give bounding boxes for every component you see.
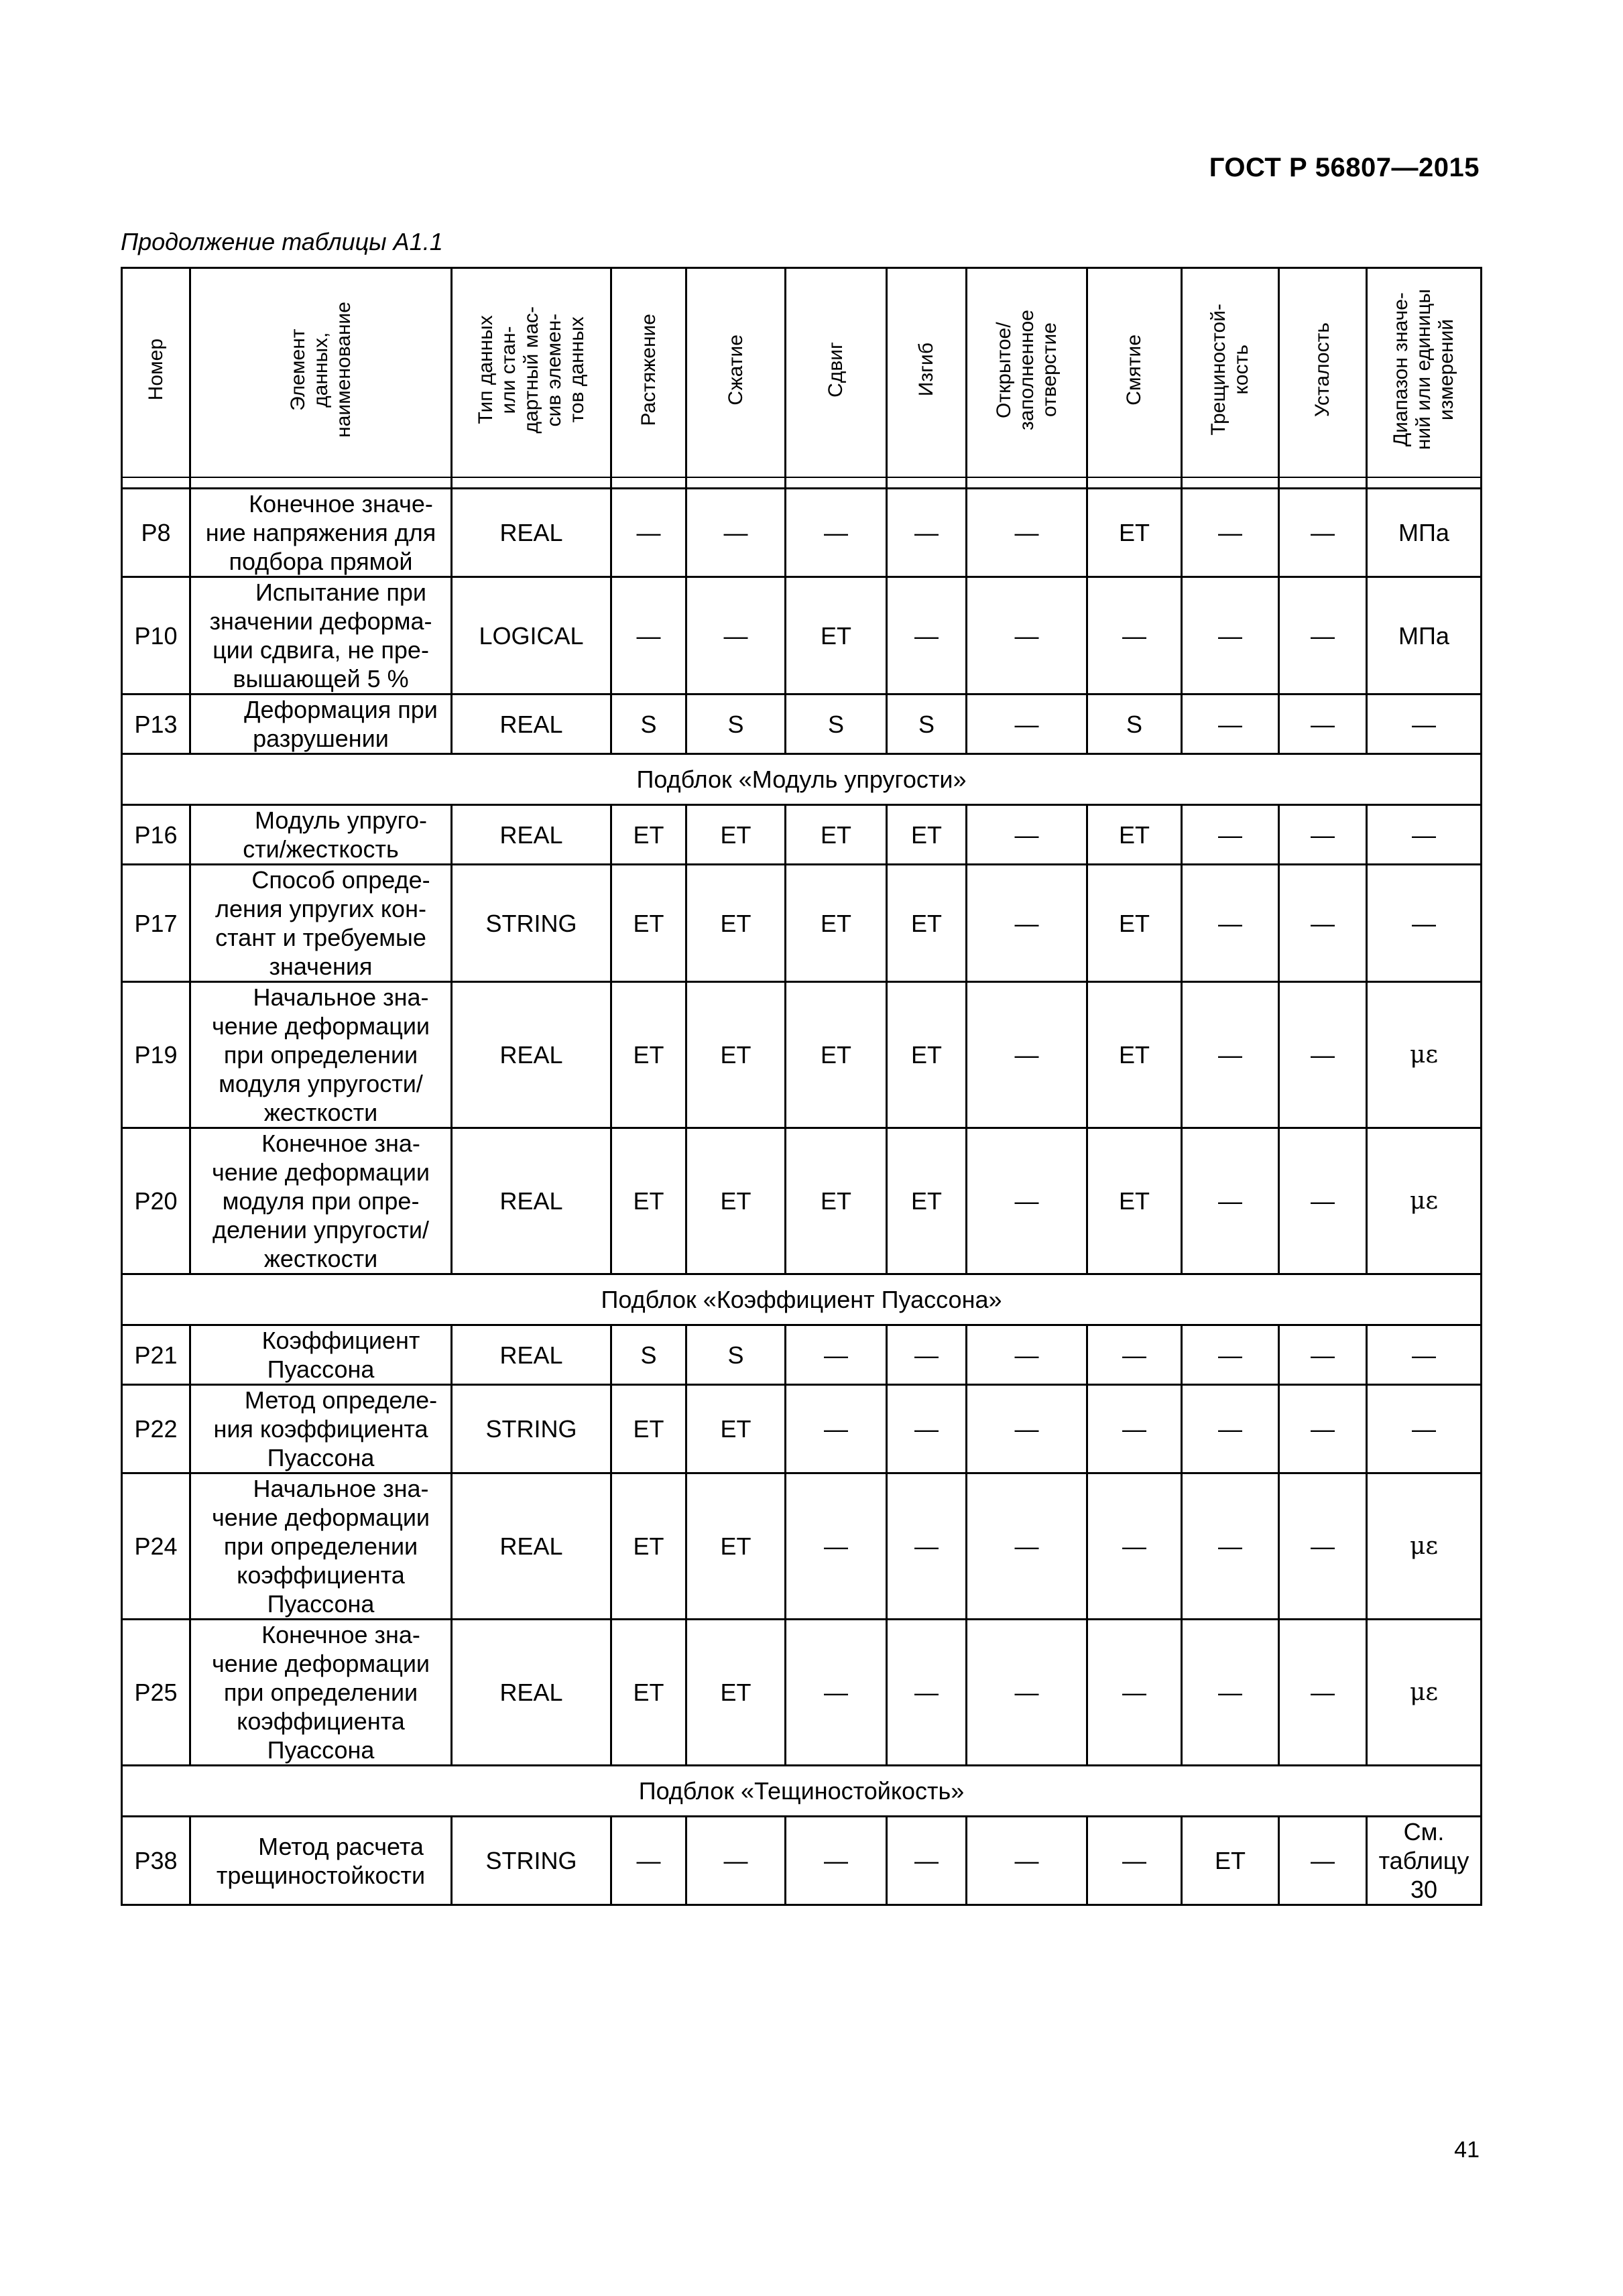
col-bearing [1087, 268, 1182, 478]
test-applicability: ЕТ [786, 1128, 887, 1274]
subblock-row [122, 1766, 1482, 1817]
test-applicability: — [967, 805, 1087, 865]
test-applicability: — [967, 489, 1087, 577]
test-applicability: — [611, 1817, 686, 1905]
test-applicability: — [1182, 1385, 1279, 1473]
element-name-line: ции сдвига, не пре- [213, 636, 429, 664]
column-header-label: Тип данных или стан- дартный мас- сив элемен- тов данных [474, 306, 588, 434]
row-number: P20 [122, 1128, 190, 1274]
test-applicability: ЕТ [686, 865, 786, 982]
test-applicability: ЕТ [1087, 982, 1182, 1128]
table-row [122, 865, 1482, 982]
test-applicability: ЕТ [686, 1385, 786, 1473]
element-name-line: Пуассона [267, 1590, 375, 1618]
test-applicability: S [611, 1325, 686, 1385]
table-row [122, 1325, 1482, 1385]
test-applicability: ЕТ [686, 805, 786, 865]
range-units: με [1367, 1473, 1482, 1620]
table-row [122, 1473, 1482, 1620]
test-applicability: — [1182, 489, 1279, 577]
document-code: ГОСТ Р 56807—2015 [1209, 153, 1480, 182]
test-applicability: ЕТ [1087, 489, 1182, 577]
element-name [190, 1128, 452, 1274]
test-applicability: — [1087, 1817, 1182, 1905]
element-name-line: трещиностойкости [216, 1861, 426, 1889]
row-number: P38 [122, 1817, 190, 1905]
test-applicability: — [1279, 1325, 1367, 1385]
element-name-line: Модуль упруго- [254, 806, 428, 834]
table-row [122, 1128, 1482, 1274]
test-applicability: — [1279, 1817, 1367, 1905]
element-name-line: ния коэффициента [213, 1415, 428, 1443]
test-applicability: — [1182, 694, 1279, 754]
element-name-line: Деформация при [244, 696, 438, 723]
test-applicability: — [1279, 1620, 1367, 1766]
table-row [122, 1385, 1482, 1473]
test-applicability: — [887, 1817, 967, 1905]
element-name-line: жесткости [263, 1099, 378, 1126]
element-name [190, 577, 452, 694]
element-name-line: вышающей 5 % [233, 665, 409, 692]
column-header-label: Открытое/ заполненное отверстие [992, 309, 1061, 430]
column-header-label: Элемент данных, наименование [286, 302, 355, 438]
element-name [190, 1620, 452, 1766]
test-applicability: — [967, 1473, 1087, 1620]
subblock-row [122, 1274, 1482, 1325]
element-name-line: сти/жесткость [243, 835, 399, 863]
row-number: P8 [122, 489, 190, 577]
element-name [190, 1817, 452, 1905]
column-header-label: Изгиб [915, 343, 937, 397]
range-units: με [1367, 982, 1482, 1128]
element-name-line: Метод расчета [258, 1832, 424, 1860]
column-header-label: Растяжение [637, 313, 660, 426]
test-applicability: — [786, 1385, 887, 1473]
element-name-line: подбора прямой [229, 548, 413, 575]
column-header-label: Сдвиг [825, 342, 847, 398]
test-applicability: S [686, 1325, 786, 1385]
test-applicability: — [1182, 1620, 1279, 1766]
test-applicability: ЕТ [686, 1473, 786, 1620]
element-name-line: Конечное зна- [261, 1130, 420, 1157]
element-name-line: ления упругих кон- [215, 895, 426, 922]
element-name-line: чение деформации [211, 1504, 430, 1531]
test-applicability: — [887, 1385, 967, 1473]
test-applicability: ЕТ [686, 982, 786, 1128]
col-fracture-toughness [1182, 268, 1279, 478]
test-applicability: ЕТ [611, 1385, 686, 1473]
test-applicability: ЕТ [887, 982, 967, 1128]
test-applicability: — [1279, 1385, 1367, 1473]
table-row [122, 805, 1482, 865]
column-header-label: Смятие [1123, 334, 1145, 406]
test-applicability: — [967, 577, 1087, 694]
data-type: REAL [452, 694, 611, 754]
test-applicability: — [1087, 1620, 1182, 1766]
subblock-row [122, 754, 1482, 805]
test-applicability: — [686, 489, 786, 577]
row-number: P24 [122, 1473, 190, 1620]
data-type: REAL [452, 805, 611, 865]
test-applicability: ЕТ [1087, 805, 1182, 865]
element-name-line: ние напряжения для [205, 519, 436, 546]
element-name-line: модуля при опре- [222, 1187, 420, 1215]
range-units: — [1367, 865, 1482, 982]
element-name-line: делении упругости/ [212, 1216, 430, 1244]
element-name-line: при определении [223, 1041, 418, 1069]
data-type: REAL [452, 1620, 611, 1766]
test-applicability: ЕТ [686, 1620, 786, 1766]
element-name-line: разрушении [253, 725, 389, 752]
element-name-line: значения [269, 953, 373, 980]
test-applicability: — [786, 489, 887, 577]
test-applicability: ЕТ [1087, 865, 1182, 982]
column-header-label: Диапазон значе- ний или единицы измерений [1390, 289, 1457, 450]
data-type: STRING [452, 865, 611, 982]
test-applicability: — [1279, 694, 1367, 754]
subblock-title: Подблок «Модуль упругости» [122, 754, 1482, 805]
test-applicability: — [887, 489, 967, 577]
element-name-line: Конечное значе- [249, 490, 433, 518]
test-applicability: — [967, 1128, 1087, 1274]
test-applicability: — [1182, 1473, 1279, 1620]
test-applicability: ЕТ [611, 805, 686, 865]
element-name [190, 1325, 452, 1385]
element-name-line: жесткости [263, 1245, 378, 1272]
subblock-title: Подблок «Тещиностойкость» [122, 1766, 1482, 1817]
test-applicability: — [1279, 865, 1367, 982]
element-name-line: чение деформации [211, 1650, 430, 1677]
test-applicability: — [1087, 577, 1182, 694]
element-name-line: при определении [223, 1679, 418, 1706]
row-number: P13 [122, 694, 190, 754]
test-applicability: S [686, 694, 786, 754]
test-applicability: — [786, 1325, 887, 1385]
test-applicability: ЕТ [786, 577, 887, 694]
col-range-units [1367, 268, 1482, 478]
data-table [121, 267, 1482, 1906]
element-name-line: Начальное зна- [253, 983, 429, 1011]
test-applicability: — [967, 982, 1087, 1128]
element-name-line: чение деформации [211, 1158, 430, 1186]
table-row [122, 1817, 1482, 1905]
table-body [122, 477, 1482, 1905]
test-applicability: — [786, 1817, 887, 1905]
col-shear [786, 268, 887, 478]
test-applicability: — [967, 1325, 1087, 1385]
range-units: — [1367, 805, 1482, 865]
test-applicability: ЕТ [786, 805, 887, 865]
test-applicability: — [967, 1817, 1087, 1905]
col-fatigue [1279, 268, 1367, 478]
col-compression [686, 268, 786, 478]
test-applicability: ЕТ [887, 1128, 967, 1274]
col-bending [887, 268, 967, 478]
test-applicability: — [611, 577, 686, 694]
test-applicability: ЕТ [686, 1128, 786, 1274]
test-applicability: — [1279, 1128, 1367, 1274]
data-type: STRING [452, 1817, 611, 1905]
test-applicability: S [611, 694, 686, 754]
element-name [190, 982, 452, 1128]
element-name [190, 1473, 452, 1620]
page-number: 41 [1454, 2137, 1480, 2163]
test-applicability: — [1182, 577, 1279, 694]
range-units: με [1367, 1128, 1482, 1274]
element-name-line: значении деформа- [209, 607, 432, 635]
element-name [190, 1385, 452, 1473]
test-applicability: — [887, 1325, 967, 1385]
col-number [122, 268, 190, 478]
table-row [122, 489, 1482, 577]
range-units: — [1367, 694, 1482, 754]
test-applicability: — [1182, 865, 1279, 982]
test-applicability: — [611, 489, 686, 577]
element-name-line: Испытание при [255, 579, 426, 606]
element-name-line: Способ опреде- [251, 866, 430, 894]
test-applicability: ЕТ [1182, 1817, 1279, 1905]
test-applicability: — [887, 1473, 967, 1620]
test-applicability: — [1279, 489, 1367, 577]
column-header-label: Номер [144, 339, 167, 401]
test-applicability: ЕТ [1087, 1128, 1182, 1274]
test-applicability: — [686, 1817, 786, 1905]
test-applicability: — [786, 1620, 887, 1766]
test-applicability: — [1279, 805, 1367, 865]
test-applicability: — [967, 694, 1087, 754]
element-name-line: Пуассона [267, 1736, 375, 1764]
test-applicability: — [1279, 1473, 1367, 1620]
test-applicability: — [686, 577, 786, 694]
range-units: МПа [1367, 489, 1482, 577]
test-applicability: ЕТ [786, 982, 887, 1128]
test-applicability: — [1279, 577, 1367, 694]
element-name [190, 865, 452, 982]
table-header [122, 268, 1482, 478]
test-applicability: — [1087, 1325, 1182, 1385]
element-name-line: Пуассона [267, 1444, 375, 1471]
test-applicability: ЕТ [786, 865, 887, 982]
row-number: P17 [122, 865, 190, 982]
range-units: — [1367, 1385, 1482, 1473]
col-open-filled-hole [967, 268, 1087, 478]
test-applicability: — [967, 1620, 1087, 1766]
test-applicability: ЕТ [611, 865, 686, 982]
test-applicability: — [1087, 1473, 1182, 1620]
element-name-line: стант и требуемые [215, 924, 426, 951]
test-applicability: — [1182, 982, 1279, 1128]
test-applicability: ЕТ [611, 1620, 686, 1766]
test-applicability: — [1087, 1385, 1182, 1473]
element-name [190, 694, 452, 754]
range-units: См. таблицу 30 [1367, 1817, 1482, 1905]
test-applicability: — [967, 865, 1087, 982]
row-number: P22 [122, 1385, 190, 1473]
element-name [190, 489, 452, 577]
table-caption: Продолжение таблицы А1.1 [121, 228, 443, 255]
col-tension [611, 268, 686, 478]
test-applicability: ЕТ [611, 1128, 686, 1274]
test-applicability: S [786, 694, 887, 754]
row-number: P16 [122, 805, 190, 865]
element-name-line: при определении [223, 1532, 418, 1560]
test-applicability: ЕТ [611, 1473, 686, 1620]
test-applicability: — [1182, 1128, 1279, 1274]
column-header-label: Трещиностой- кость [1207, 304, 1252, 436]
test-applicability: — [887, 1620, 967, 1766]
row-number: P21 [122, 1325, 190, 1385]
range-units: — [1367, 1325, 1482, 1385]
element-name-line: Пуассона [267, 1355, 375, 1383]
col-element-name [190, 268, 452, 478]
row-number: P10 [122, 577, 190, 694]
test-applicability: — [967, 1385, 1087, 1473]
col-data-type [452, 268, 611, 478]
header-separator [122, 477, 1482, 489]
range-units: με [1367, 1620, 1482, 1766]
data-type: REAL [452, 1473, 611, 1620]
test-applicability: — [1279, 982, 1367, 1128]
data-type: STRING [452, 1385, 611, 1473]
element-name-line: коэффициента [237, 1561, 405, 1589]
range-units: МПа [1367, 577, 1482, 694]
row-number: P19 [122, 982, 190, 1128]
test-applicability: — [887, 577, 967, 694]
table-row [122, 577, 1482, 694]
column-header-label: Усталость [1311, 322, 1333, 418]
element-name-line: коэффициента [237, 1707, 405, 1735]
element-name-line: чение деформации [211, 1012, 430, 1040]
row-number: P25 [122, 1620, 190, 1766]
data-type: REAL [452, 489, 611, 577]
test-applicability: ЕТ [887, 865, 967, 982]
data-type: LOGICAL [452, 577, 611, 694]
element-name [190, 805, 452, 865]
element-name-line: Начальное зна- [253, 1475, 429, 1502]
data-type: REAL [452, 1128, 611, 1274]
test-applicability: ЕТ [887, 805, 967, 865]
element-name-line: Метод определе- [244, 1386, 438, 1414]
test-applicability: S [887, 694, 967, 754]
data-type: REAL [452, 982, 611, 1128]
test-applicability: — [1182, 1325, 1279, 1385]
table-row [122, 982, 1482, 1128]
element-name-line: модуля упругости/ [219, 1070, 423, 1097]
subblock-title: Подблок «Коэффициент Пуассона» [122, 1274, 1482, 1325]
element-name-line: Коэффициент [261, 1327, 420, 1354]
data-type: REAL [452, 1325, 611, 1385]
table-row [122, 1620, 1482, 1766]
column-header-label: Сжатие [724, 334, 747, 406]
table-row [122, 694, 1482, 754]
test-applicability: ЕТ [611, 982, 686, 1128]
test-applicability: — [786, 1473, 887, 1620]
element-name-line: Конечное зна- [261, 1621, 420, 1648]
test-applicability: S [1087, 694, 1182, 754]
test-applicability: — [1182, 805, 1279, 865]
